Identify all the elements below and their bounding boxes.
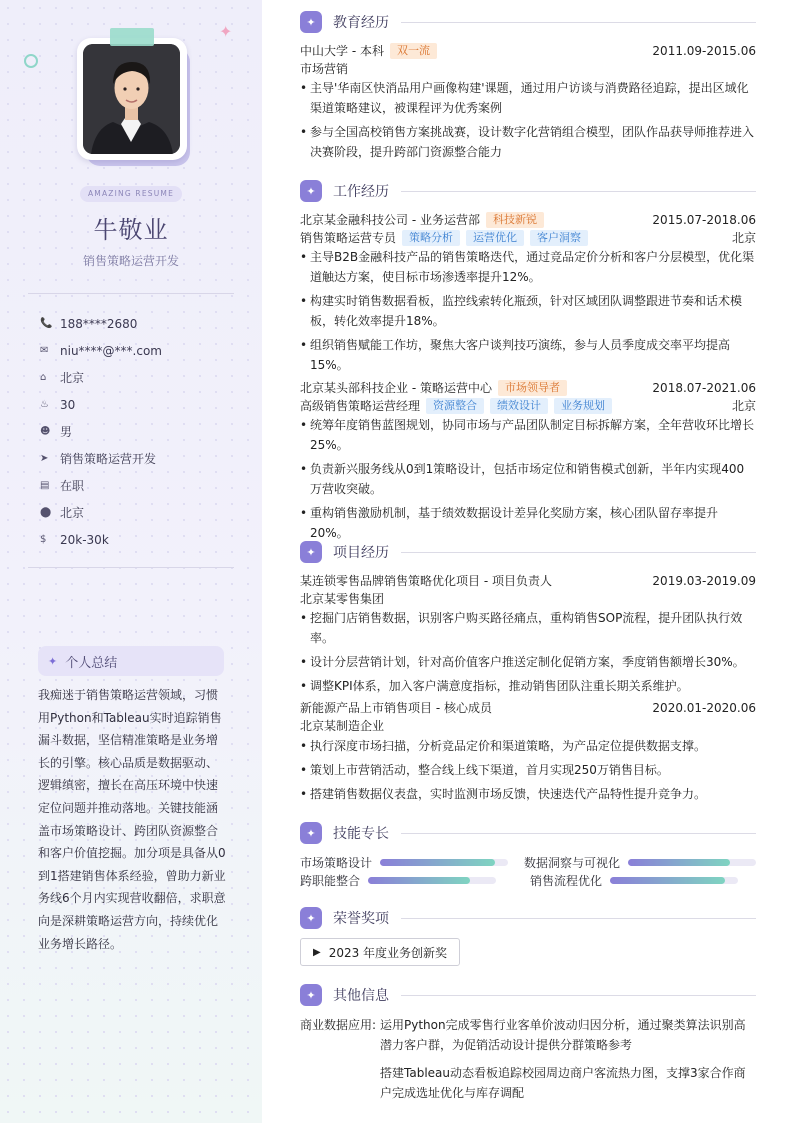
contact-text: 销售策略运营开发 bbox=[60, 452, 157, 466]
skill-bar-fill bbox=[610, 877, 725, 884]
section-rule bbox=[401, 552, 756, 553]
contact-item bbox=[40, 337, 240, 364]
list-item: • 搭建销售数据仪表盘，实时监测市场反馈，快速迭代产品特性提升竞争力。 bbox=[300, 784, 756, 804]
award-name: 2023 年度业务创新奖 bbox=[328, 945, 448, 960]
major bbox=[300, 60, 756, 78]
sparkle-icon: ✦ bbox=[300, 984, 322, 1006]
salary-icon: $ bbox=[40, 534, 47, 545]
skill-tag: 绩效设计 bbox=[490, 398, 548, 414]
education-date: 2011.09-2015.06 bbox=[652, 44, 756, 58]
skill-name: 跨职能整合 bbox=[300, 873, 361, 888]
contact-item bbox=[40, 391, 240, 418]
candidate-name: 牛敬业 bbox=[93, 216, 169, 244]
job-position: 销售策略运营专员 bbox=[300, 231, 397, 245]
sparkle-icon: ✦ bbox=[300, 907, 322, 929]
contact-list bbox=[40, 310, 240, 553]
list-item: • 构建实时销售数据看板，监控线索转化瓶颈，针对区域团队调整跟进节奏和话术模板，转化效率提升18%。 bbox=[300, 291, 756, 331]
skill-item bbox=[530, 871, 738, 889]
skill-bar bbox=[628, 859, 756, 866]
sparkle-icon: ✦ bbox=[300, 541, 322, 563]
other-line: 搭建Tableau动态看板追踪校园周边商户客流热力图，支撑3家合作商户完成选址优化与库存调配 bbox=[380, 1066, 746, 1100]
list-item: • 主导'华南区快消品用户画像构建'课题，通过用户访谈与消费路径追踪，提出区域化渠道策略建议，被课程评为优秀案例 bbox=[300, 78, 756, 118]
gender-icon: ☻ bbox=[40, 426, 51, 437]
project-org bbox=[300, 590, 756, 608]
project-name: 某连锁零售品牌销售策略优化项目 - 项目负责人 bbox=[300, 574, 552, 588]
section-rule bbox=[401, 918, 756, 919]
job-header bbox=[300, 211, 756, 229]
sparkle-icon: ✦ bbox=[300, 180, 322, 202]
contact-text: 男 bbox=[60, 425, 73, 439]
skill-tag: 运营优化 bbox=[466, 230, 524, 246]
contact-text: 20k-30k bbox=[60, 532, 109, 547]
home-icon: ⌂ bbox=[40, 372, 47, 383]
phone-icon: 📞 bbox=[40, 318, 53, 329]
contact-text: 北京 bbox=[60, 506, 85, 520]
section-skills bbox=[300, 821, 756, 845]
project-date: 2019.03-2019.09 bbox=[652, 574, 756, 588]
job-position: 高级销售策略运营经理 bbox=[300, 399, 421, 413]
skill-tag: 策略分析 bbox=[402, 230, 460, 246]
list-item: • 统筹年度销售蓝图规划，协同市场与产品团队制定目标拆解方案，全年营收环比增长25%。 bbox=[300, 415, 756, 455]
list-item: • 负责新兴服务线从0到1策略设计，包括市场定位和销售模式创新，半年内实现400万营收突破。 bbox=[300, 459, 756, 499]
job-date: 2015.07-2018.06 bbox=[652, 213, 756, 227]
candidate-role: 销售策略运营开发 bbox=[82, 254, 179, 268]
contact-item bbox=[40, 499, 240, 526]
list-item: • 执行深度市场扫描，分析竞品定价和渠道策略，为产品定位提供数据支撑。 bbox=[300, 736, 756, 756]
avatar bbox=[83, 44, 180, 154]
skill-bar-fill bbox=[380, 859, 495, 866]
section-other bbox=[300, 983, 756, 1007]
skill-tag: 业务规划 bbox=[554, 398, 612, 414]
sparkle-icon: ✦ bbox=[300, 11, 322, 33]
section-title: 项目经历 bbox=[333, 545, 389, 561]
job-date: 2018.07-2021.06 bbox=[652, 381, 756, 395]
list-item: • 挖掘门店销售数据，识别客户购买路径痛点，重构销售SOP流程，提升团队执行效率。 bbox=[300, 608, 756, 648]
project-name: 新能源产品上市销售项目 - 核心成员 bbox=[300, 701, 492, 715]
sparkle-icon: ✦ bbox=[219, 22, 233, 41]
skill-item bbox=[300, 853, 508, 871]
location-pin-icon: ⬤ bbox=[40, 507, 52, 518]
contact-text: 北京 bbox=[60, 371, 85, 385]
contact-item bbox=[40, 445, 240, 472]
summary-title: 个人总结 bbox=[65, 655, 118, 671]
skill-item bbox=[300, 871, 496, 889]
contact-item bbox=[40, 310, 240, 337]
contact-text: niu****@***.com bbox=[60, 343, 162, 358]
section-rule bbox=[401, 191, 756, 192]
contact-item bbox=[40, 418, 240, 445]
company-tag: 科技新锐 bbox=[486, 212, 544, 228]
list-item: • 设计分层营销计划，针对高价值客户推送定制化促销方案，季度销售额增长30%。 bbox=[300, 652, 756, 672]
sparkle-icon: ✦ bbox=[300, 822, 322, 844]
contact-item bbox=[40, 472, 240, 499]
section-education bbox=[300, 10, 756, 34]
resume-badge: AMAZING RESUME bbox=[80, 186, 182, 202]
skill-tag: 客户洞察 bbox=[530, 230, 588, 246]
company-name: 北京某金融科技公司 - 业务运营部 bbox=[300, 213, 480, 227]
divider bbox=[28, 567, 234, 568]
other-label: 商业数据应用: bbox=[300, 1018, 377, 1032]
project-org bbox=[300, 717, 756, 735]
section-title: 技能专长 bbox=[333, 826, 389, 842]
skill-item bbox=[524, 853, 756, 871]
section-title: 工作经历 bbox=[333, 184, 389, 200]
project-date: 2020.01-2020.06 bbox=[652, 701, 756, 715]
section-awards bbox=[300, 906, 756, 930]
briefcase-icon: ▤ bbox=[40, 480, 50, 491]
skill-bar bbox=[610, 877, 738, 884]
contact-item bbox=[40, 526, 240, 553]
company-tag: 市场领导者 bbox=[498, 380, 567, 396]
list-item: • 策划上市营销活动，整合线上线下渠道，首月实现250万销售目标。 bbox=[300, 760, 756, 780]
list-item: • 主导B2B金融科技产品的销售策略迭代，通过竞品定价分析和客户分层模型，优化渠道触达方案，使目标市场渗透率提升12%。 bbox=[300, 247, 756, 287]
section-projects bbox=[300, 540, 756, 564]
list-item: • 参与全国高校销售方案挑战赛，设计数字化营销组合模型，团队作品获导师推荐进入决赛阶段，提升跨部门资源整合能力 bbox=[300, 122, 756, 162]
section-title: 荣誉奖项 bbox=[333, 911, 389, 927]
major-name: 市场营销 bbox=[300, 62, 349, 76]
contact-text: 在职 bbox=[60, 479, 85, 493]
list-item: • 重构销售激励机制，基于绩效数据设计差异化奖励方案，核心团队留存率提升20%。 bbox=[300, 503, 756, 543]
list-item: • 组织销售赋能工作坊，聚焦大客户谈判技巧演练，参与人员季度成交率平均提高15%。 bbox=[300, 335, 756, 375]
skill-bar bbox=[380, 859, 508, 866]
job-subheader bbox=[300, 397, 756, 415]
sparkle-icon: ✦ bbox=[48, 654, 58, 668]
photo-tape bbox=[110, 28, 154, 46]
other-line: 运用Python完成零售行业客单价波动归因分析，通过聚类算法识别高潜力客户群，为促销活动设计提供分群策略参考 bbox=[380, 1018, 746, 1052]
project-header bbox=[300, 699, 756, 717]
mail-icon: ✉ bbox=[40, 345, 49, 356]
summary-text: 我痴迷于销售策略运营领域，习惯用Python和Tableau实时追踪销售漏斗数据，坚信精准策略是业务增长的引擎。核心品质是数据驱动、逻辑缜密，擅长在高压环境中快速定位问题并推动落地。关键技能涵盖市场策略设计、跨团队资源整合和客户价值挖掘。加分项是具备从0到1搭建销售体系经验，曾助力新业务线6个月内实现营收翻倍，求职意向是深耕策略运营方向，持续优化业务增长路径。 bbox=[38, 688, 226, 951]
list-item: • 调整KPI体系，加入客户满意度指标，推动销售团队注重长期关系维护。 bbox=[300, 676, 756, 696]
summary-heading bbox=[38, 646, 224, 676]
skill-bar bbox=[368, 877, 496, 884]
send-icon: ➤ bbox=[40, 453, 49, 464]
job-subheader bbox=[300, 229, 756, 247]
skill-name: 销售流程优化 bbox=[530, 873, 603, 888]
skill-bar-fill bbox=[368, 877, 470, 884]
cake-icon: ♨ bbox=[40, 399, 49, 410]
skill-tag: 资源整合 bbox=[426, 398, 484, 414]
skill-name: 市场策略设计 bbox=[300, 855, 373, 870]
project-header bbox=[300, 572, 756, 590]
project-org-name: 北京某零售集团 bbox=[300, 592, 385, 606]
contact-text: 30 bbox=[60, 397, 76, 412]
decor-circle-icon bbox=[24, 54, 38, 68]
contact-text: 188****2680 bbox=[60, 316, 138, 331]
skill-name: 数据洞察与可视化 bbox=[524, 855, 621, 870]
school-name: 中山大学 - 本科 bbox=[300, 44, 384, 58]
award-item bbox=[300, 938, 460, 966]
section-rule bbox=[401, 22, 756, 23]
section-work bbox=[300, 179, 756, 203]
triangle-icon: ▶ bbox=[313, 946, 321, 958]
contact-item bbox=[40, 364, 240, 391]
job-city: 北京 bbox=[731, 399, 756, 413]
school-tag: 双一流 bbox=[390, 43, 437, 59]
section-title: 其他信息 bbox=[333, 988, 389, 1004]
company-name: 北京某头部科技企业 - 策略运营中心 bbox=[300, 381, 492, 395]
section-title: 教育经历 bbox=[333, 15, 389, 31]
divider bbox=[28, 293, 234, 294]
project-org-name: 北京某制造企业 bbox=[300, 719, 385, 733]
section-rule bbox=[401, 833, 756, 834]
education-header bbox=[300, 42, 756, 60]
job-header bbox=[300, 379, 756, 397]
section-rule bbox=[401, 995, 756, 996]
skill-bar-fill bbox=[628, 859, 730, 866]
job-city: 北京 bbox=[731, 231, 756, 245]
